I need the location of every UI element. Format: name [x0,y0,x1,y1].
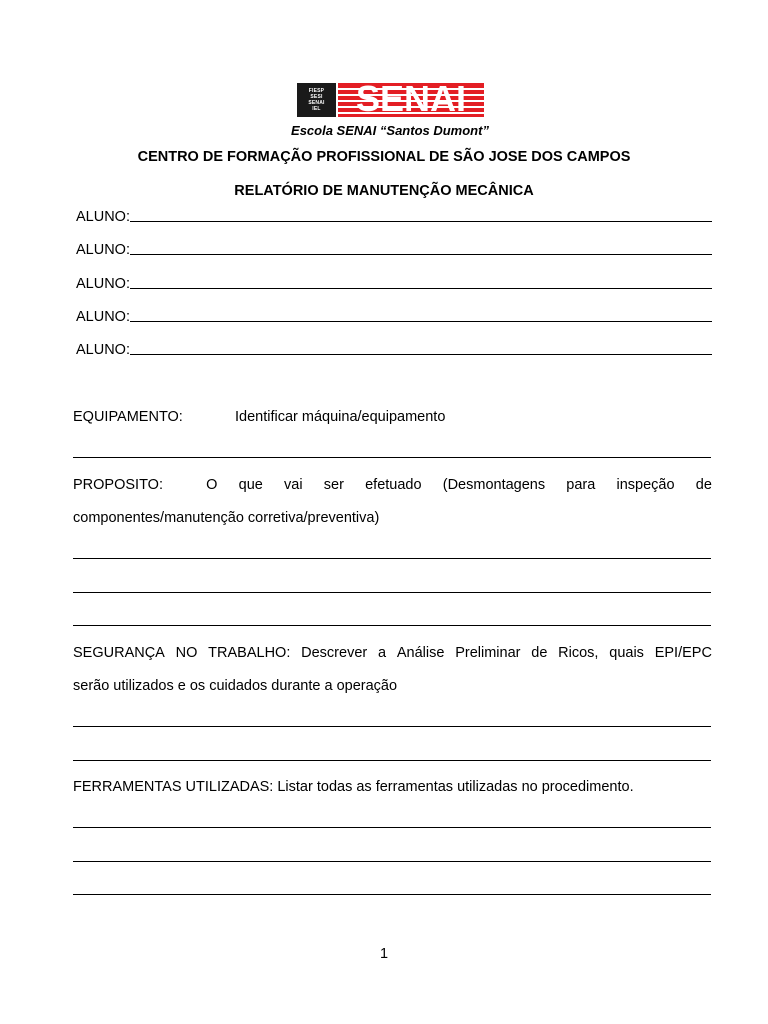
seguranca-word: quais [609,645,644,661]
seguranca-word: Descrever [301,645,368,661]
proposito-answer-line[interactable] [73,625,711,626]
seguranca-word: Análise [396,645,445,661]
seguranca-word: Preliminar [455,645,521,661]
senai-brand-block [338,83,484,117]
student-field-4[interactable] [76,306,712,326]
proposito-word: para [566,477,596,493]
proposito-word: efetuado [365,477,422,493]
proposito-word: inspeção [616,477,675,493]
proposito-word: que [238,477,263,493]
proposito-word: (Desmontagens [442,477,546,493]
seguranca-word: EPI/EPC [654,645,712,661]
seguranca-word: a [378,645,387,661]
institution-title: CENTRO DE FORMAÇÃO PROFISSIONAL DE SÃO JOSE DOS CAMPOS [137,149,631,165]
report-title: RELATÓRIO DE MANUTENÇÃO MECÂNICA [234,183,534,199]
fill-line [130,353,712,355]
ferramentas-answer-line[interactable] [73,827,711,828]
logo-side-text-fiesp: FIESP [308,88,325,94]
fill-line [130,253,712,255]
fill-line [130,220,712,222]
proposito-word: vai [284,477,303,493]
fiesp-sesi-senai-iel-mark [297,83,336,117]
student-field-2[interactable] [76,239,712,259]
proposito-word: O [206,477,218,493]
proposito-answer-line[interactable] [73,592,711,593]
proposito-word: ser [323,477,344,493]
equipamento-answer-line[interactable] [73,457,711,458]
seguranca-answer-line[interactable] [73,760,711,761]
student-field-5[interactable] [76,339,712,359]
seguranca-word: TRABALHO: [208,645,291,661]
seguranca-word: NO [175,645,198,661]
equipamento-hint: Identificar máquina/equipamento [235,409,446,425]
ferramentas-answer-line[interactable] [73,894,711,895]
student-label: ALUNO: [76,276,130,292]
student-label: ALUNO: [76,342,130,358]
proposito-word: de [695,477,712,493]
student-label: ALUNO: [76,209,130,225]
fill-line [130,287,712,289]
proposito-line-1 [73,477,712,493]
page-number: 1 [379,946,389,962]
logo-side-text-iel: IEL [312,106,321,112]
seguranca-word: SEGURANÇA [73,645,165,661]
fill-line [130,320,712,322]
student-field-3[interactable] [76,273,712,293]
seguranca-line-2: serão utilizados e os cuidados durante a operação [73,678,398,694]
proposito-line-2: componentes/manutenção corretiva/preventiva) [73,510,380,526]
senai-logo [297,83,484,117]
proposito-label: PROPOSITO: [73,477,163,493]
ferramentas-answer-line[interactable] [73,861,711,862]
seguranca-word: Ricos, [558,645,599,661]
school-name: Escola SENAI “Santos Dumont” [291,123,489,138]
equipamento-label: EQUIPAMENTO: [73,409,183,425]
seguranca-word: de [531,645,548,661]
seguranca-answer-line[interactable] [73,726,711,727]
logo-side-text-senai: SENAI [308,100,325,106]
seguranca-line-1 [73,645,712,661]
student-label: ALUNO: [76,242,130,258]
logo-side-text-sesi: SESI [310,94,323,100]
ferramentas-text: FERRAMENTAS UTILIZADAS: Listar todas as ferramentas utilizadas no procedimento. [73,779,634,795]
student-label: ALUNO: [76,309,130,325]
student-field-1[interactable] [76,206,712,226]
senai-brand-text: SENAI [355,83,467,117]
proposito-answer-line[interactable] [73,558,711,559]
